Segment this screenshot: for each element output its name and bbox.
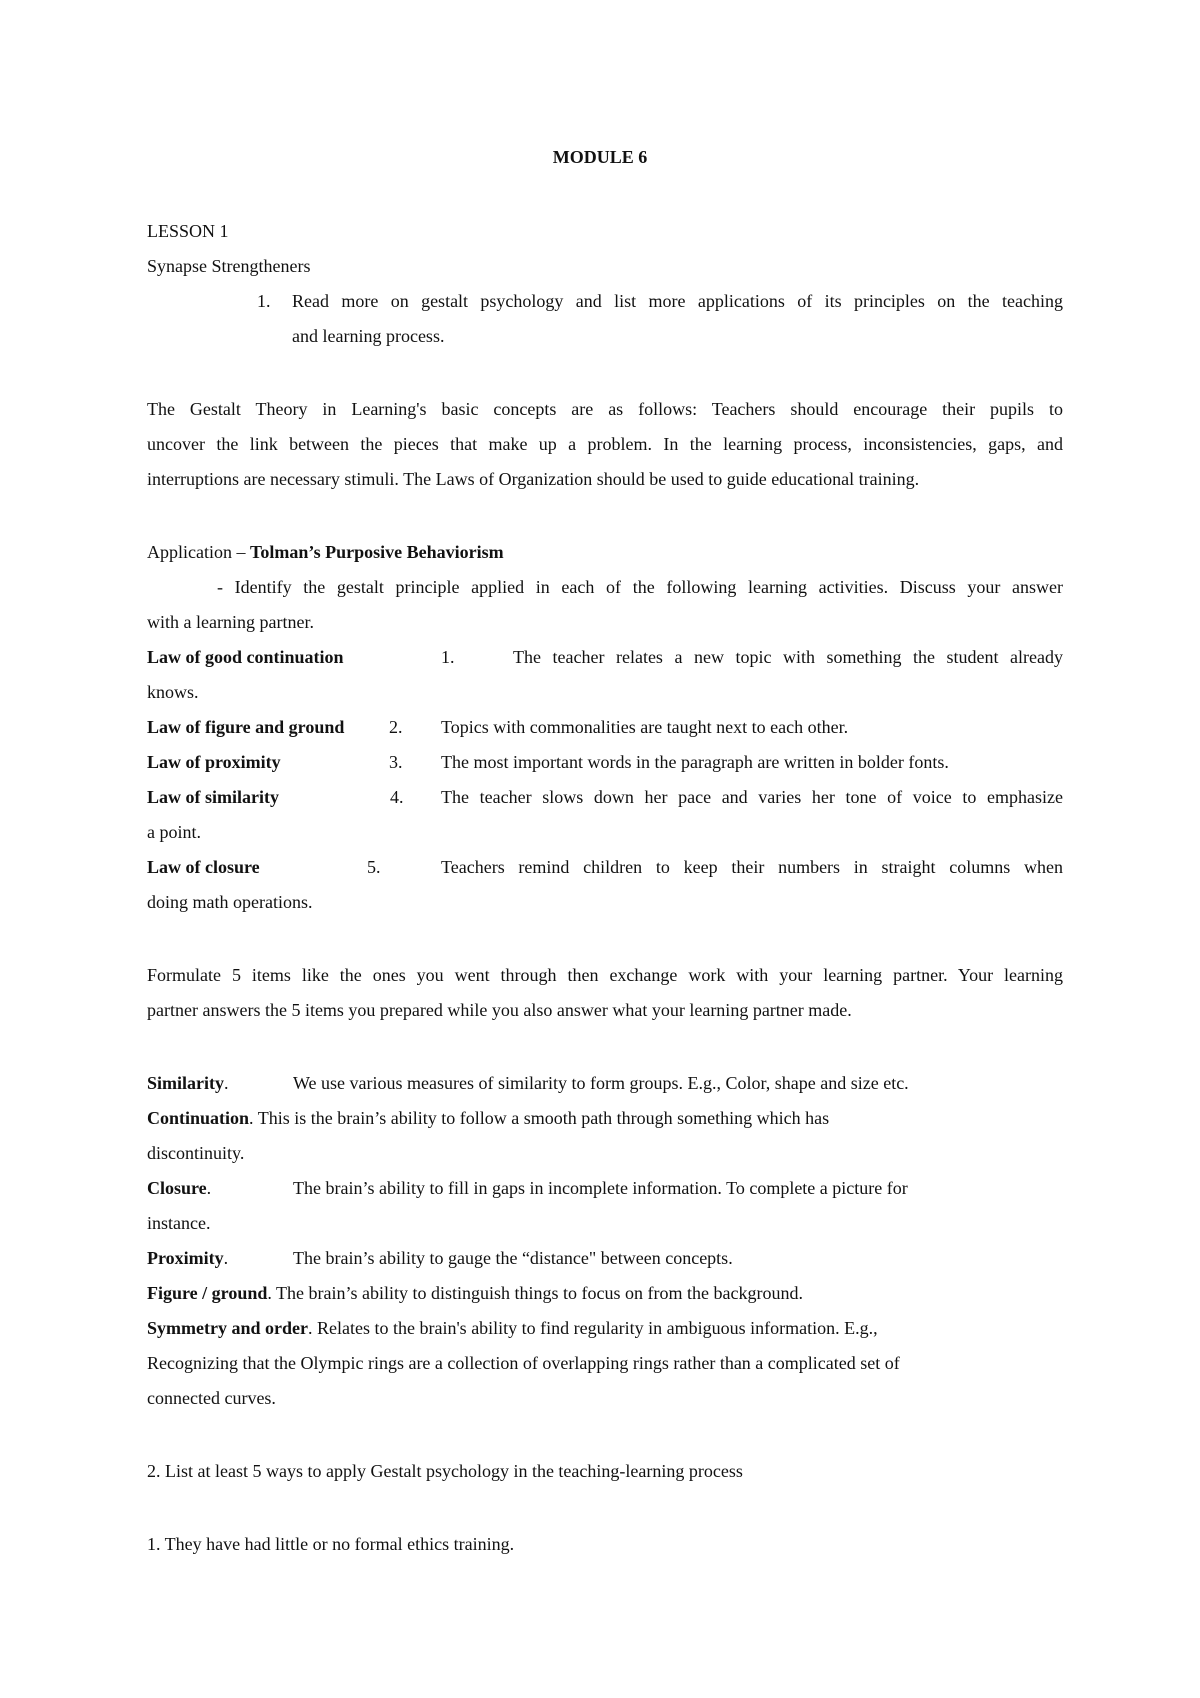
question-2: 2. List at least 5 ways to apply Gestalt psychology in the teaching-learning process	[147, 1461, 743, 1481]
law-number: 1.	[441, 647, 455, 667]
definition-term: Figure / ground	[147, 1283, 268, 1303]
law-term: Law of proximity	[147, 752, 281, 772]
law-number: 3.	[389, 752, 403, 772]
application-title: Tolman’s Purposive Behaviorism	[249, 542, 504, 562]
law-term: Law of figure and ground	[147, 717, 345, 737]
definition-term: Similarity	[147, 1073, 224, 1093]
law-term: Law of similarity	[147, 787, 279, 807]
law-activity-wrap: knows.	[147, 682, 199, 702]
instruction-line: - Identify the gestalt principle applied in each of the following learning activities. Discuss your answer	[217, 577, 1063, 597]
module-title: MODULE 6	[552, 147, 648, 167]
definition-wrap: connected curves.	[147, 1388, 276, 1408]
definition-wrap: instance.	[147, 1213, 211, 1233]
paragraph-line: Formulate 5 items like the ones you went through then exchange work with your learning partner. Your learning	[147, 965, 1063, 985]
definition-wrap: discontinuity.	[147, 1143, 245, 1163]
item-text-line: and learning process.	[292, 326, 445, 346]
law-number: 4.	[390, 787, 404, 807]
law-number: 5.	[367, 857, 381, 877]
law-activity: Topics with commonalities are taught next to each other.	[441, 717, 849, 737]
definition-text: The brain’s ability to gauge the “distance" between concepts.	[293, 1248, 733, 1268]
law-number: 2.	[389, 717, 403, 737]
law-activity: The teacher relates a new topic with something the student already	[513, 647, 1063, 667]
law-activity-wrap: a point.	[147, 822, 201, 842]
law-term: Law of closure	[147, 857, 260, 877]
definition-symmetry: Symmetry and order. Relates to the brain's ability to find regularity in ambiguous information. E.g.,	[147, 1318, 878, 1338]
definition-wrap: Recognizing that the Olympic rings are a collection of overlapping rings rather than a complicated set of	[147, 1353, 900, 1373]
definition-figure-ground: Figure / ground. The brain’s ability to distinguish things to focus on from the background.	[147, 1283, 803, 1303]
paragraph-line: interruptions are necessary stimuli. The Laws of Organization should be used to guide educational training.	[147, 469, 920, 489]
law-activity: The most important words in the paragraph are written in bolder fonts.	[441, 752, 949, 772]
law-term: Law of good continuation	[147, 647, 344, 667]
item-number: 1.	[257, 291, 271, 311]
definition-text: We use various measures of similarity to form groups. E.g., Color, shape and size etc.	[293, 1073, 909, 1093]
section-heading: Synapse Strengtheners	[147, 256, 311, 276]
paragraph-line: uncover the link between the pieces that make up a problem. In the learning process, inconsistencies, gaps, and	[147, 434, 1063, 454]
law-activity: Teachers remind children to keep their numbers in straight columns when	[441, 857, 1063, 877]
paragraph-line: The Gestalt Theory in Learning's basic concepts are as follows: Teachers should encourage their pupils to	[147, 399, 1063, 419]
definition-continuation: Continuation. This is the brain’s ability to follow a smooth path through something which has	[147, 1108, 830, 1128]
definition-closure: Closure.	[147, 1178, 212, 1198]
definition-proximity: Proximity.	[147, 1248, 229, 1268]
lesson-label: LESSON 1	[147, 221, 229, 241]
definition-text: The brain’s ability to fill in gaps in incomplete information. To complete a picture for	[293, 1178, 908, 1198]
item-text-line: Read more on gestalt psychology and list more applications of its principles on the teaching	[292, 291, 1063, 311]
definition-term: Continuation	[147, 1108, 250, 1128]
answer-1: 1. They have had little or no formal ethics training.	[147, 1534, 515, 1554]
definition-similarity: Similarity.	[147, 1073, 229, 1093]
law-activity-wrap: doing math operations.	[147, 892, 313, 912]
application-prefix: Application –	[147, 542, 250, 562]
law-activity: The teacher slows down her pace and varies her tone of voice to emphasize	[441, 787, 1063, 807]
instruction-line: with a learning partner.	[147, 612, 314, 632]
definition-term: Closure	[147, 1178, 207, 1198]
definition-term: Proximity	[147, 1248, 224, 1268]
application-heading	[147, 539, 504, 565]
definition-term: Symmetry and order	[147, 1318, 308, 1338]
paragraph-line: partner answers the 5 items you prepared while you also answer what your learning partner made.	[147, 1000, 852, 1020]
